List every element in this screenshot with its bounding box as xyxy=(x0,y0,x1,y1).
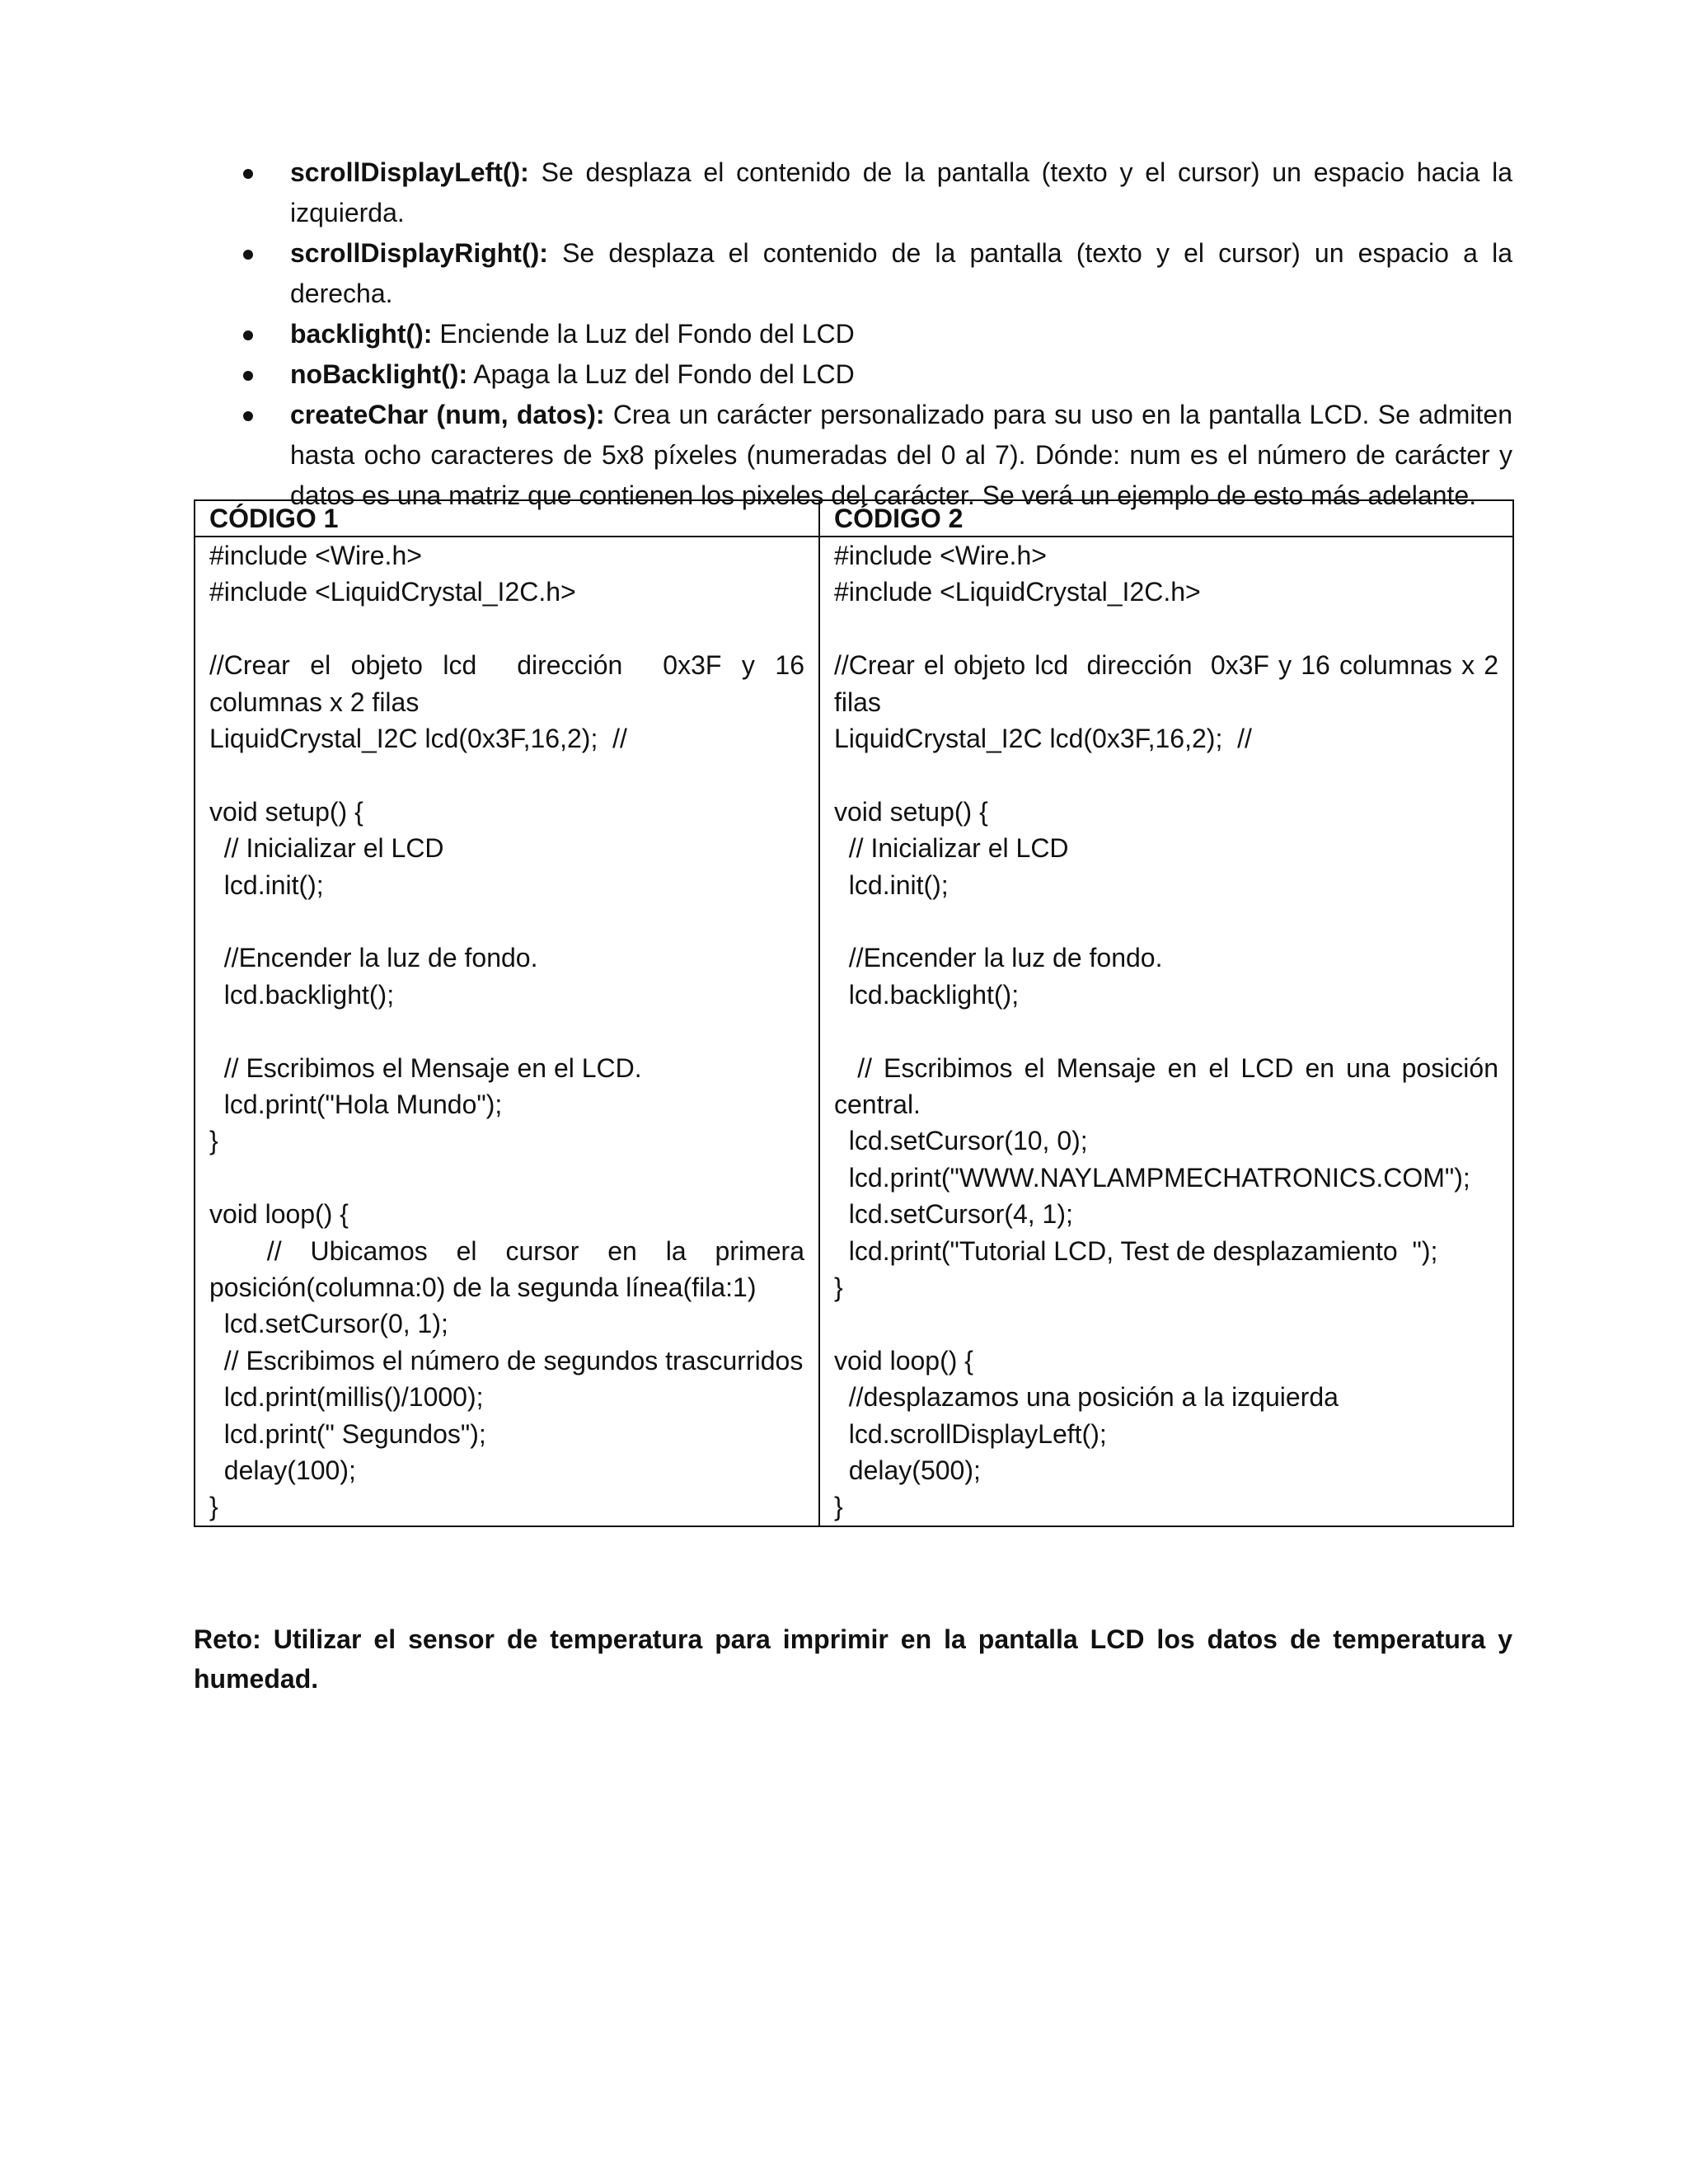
function-description: Se desplaza el contenido de la pantalla (texto y el cursor) un espacio hacia la izquierda. xyxy=(290,157,1512,227)
header-code-1: CÓDIGO 1 xyxy=(195,500,819,537)
code-line xyxy=(834,757,1498,793)
bullet-icon xyxy=(243,411,253,421)
function-name: scrollDisplayLeft(): xyxy=(290,157,529,187)
code-line: lcd.init(); xyxy=(834,869,949,900)
code-line: } xyxy=(209,1126,218,1156)
bullet-icon xyxy=(243,169,253,179)
list-item xyxy=(194,395,1512,516)
bullet-icon xyxy=(243,330,253,340)
code-line: // Inicializar el LCD xyxy=(834,833,1069,864)
bullet-icon xyxy=(243,371,253,381)
function-name: scrollDisplayRight(): xyxy=(290,238,548,268)
code-line: void loop() { xyxy=(209,1199,349,1230)
code-line: // Escribimos el Mensaje en el LCD en una posición central. xyxy=(834,1052,1506,1120)
code-line: //Crear el objeto lcd dirección 0x3F y 16 columnas x 2 filas xyxy=(834,650,1506,717)
code-line: lcd.scrollDisplayLeft(); xyxy=(834,1418,1107,1449)
code-line: // Escribimos el número de segundos trascurridos xyxy=(209,1345,804,1376)
code-line: lcd.backlight(); xyxy=(834,979,1020,1010)
table-header-row xyxy=(195,500,1513,537)
code-line: #include <Wire.h> xyxy=(209,541,422,570)
function-description: Enciende la Luz del Fondo del LCD xyxy=(432,319,855,349)
code-line: lcd.print("Hola Mundo"); xyxy=(209,1090,503,1120)
code-line: // Escribimos el Mensaje en el LCD. xyxy=(209,1052,642,1083)
function-description: Se desplaza el contenido de la pantalla (texto y el cursor) un espacio a la derecha. xyxy=(290,238,1512,308)
code-line xyxy=(834,1013,1498,1049)
code-line xyxy=(209,1160,804,1196)
code-line: void setup() { xyxy=(834,796,988,827)
code-line: lcd.print(millis()/1000); xyxy=(209,1382,484,1413)
code-line: //Encender la luz de fondo. xyxy=(209,943,538,973)
code-line: } xyxy=(209,1492,218,1522)
function-description: Crea un carácter personalizado para su uso en la pantalla LCD. Se admiten hasta ocho caracteres de 5x8 píxeles (numeradas del 0 al 7). Dónde: num es el número de carácter y datos es una matriz que contienen los pixeles del carácter. Se verá un ejemplo de esto más adelante. xyxy=(290,400,1513,510)
code-line xyxy=(834,1305,1498,1342)
code-1-block xyxy=(195,537,819,1526)
list-item xyxy=(194,152,1512,233)
code-line: //Encender la luz de fondo. xyxy=(834,943,1163,973)
code-line: void loop() { xyxy=(834,1345,973,1376)
function-description: Apaga la Luz del Fondo del LCD xyxy=(467,359,855,389)
header-code-2: CÓDIGO 2 xyxy=(819,500,1513,537)
code-line: lcd.print("Tutorial LCD, Test de desplazamiento "); xyxy=(834,1235,1438,1266)
code-line: lcd.setCursor(0, 1); xyxy=(209,1309,448,1339)
code-line: // Ubicamos el cursor en la primera posición(columna:0) de la segunda línea(fila:1) xyxy=(209,1235,812,1303)
code-line: void setup() { xyxy=(209,796,363,827)
code-line xyxy=(209,1013,804,1049)
challenge-text: Reto: Utilizar el sensor de temperatura para imprimir en la pantalla LCD los datos de temperatura y humedad. xyxy=(194,1624,1512,1694)
code-line: lcd.init(); xyxy=(209,869,324,900)
code-line xyxy=(209,757,804,793)
code-line xyxy=(834,903,1498,940)
code-line: #include <LiquidCrystal_I2C.h> xyxy=(834,577,1201,607)
code-line: lcd.print(" Segundos"); xyxy=(209,1418,486,1449)
code-line: #include <LiquidCrystal_I2C.h> xyxy=(209,577,576,607)
code-line: lcd.setCursor(10, 0); xyxy=(834,1126,1088,1156)
function-name: createChar (num, datos): xyxy=(290,400,605,429)
code-line xyxy=(209,611,804,647)
code-line: lcd.setCursor(4, 1); xyxy=(834,1199,1073,1230)
code-line xyxy=(834,611,1498,647)
list-item xyxy=(194,233,1512,314)
code-line: lcd.print("WWW.NAYLAMPMECHATRONICS.COM"); xyxy=(834,1162,1470,1193)
code-line: //desplazamos una posición a la izquierda xyxy=(834,1382,1339,1413)
code-line: lcd.backlight(); xyxy=(209,979,395,1010)
code-2-block xyxy=(819,537,1513,1526)
code-line: } xyxy=(834,1272,843,1303)
code-line: LiquidCrystal_I2C lcd(0x3F,16,2); // xyxy=(834,724,1252,754)
code-line: } xyxy=(834,1492,843,1522)
list-item xyxy=(194,314,1512,354)
code-comparison-table xyxy=(194,499,1514,1527)
function-list xyxy=(194,152,1512,516)
code-line xyxy=(209,903,804,940)
list-item xyxy=(194,354,1512,395)
table-row xyxy=(195,537,1513,1526)
code-line: //Crear el objeto lcd dirección 0x3F y 16 columnas x 2 filas xyxy=(209,650,812,717)
code-line: #include <Wire.h> xyxy=(834,541,1047,570)
code-line: delay(500); xyxy=(834,1455,981,1486)
code-line: LiquidCrystal_I2C lcd(0x3F,16,2); // xyxy=(209,724,627,754)
function-name: noBacklight(): xyxy=(290,359,468,389)
bullet-icon xyxy=(243,250,253,260)
code-line: // Inicializar el LCD xyxy=(209,833,444,864)
function-name: backlight(): xyxy=(290,319,433,349)
code-line: delay(100); xyxy=(209,1455,356,1486)
